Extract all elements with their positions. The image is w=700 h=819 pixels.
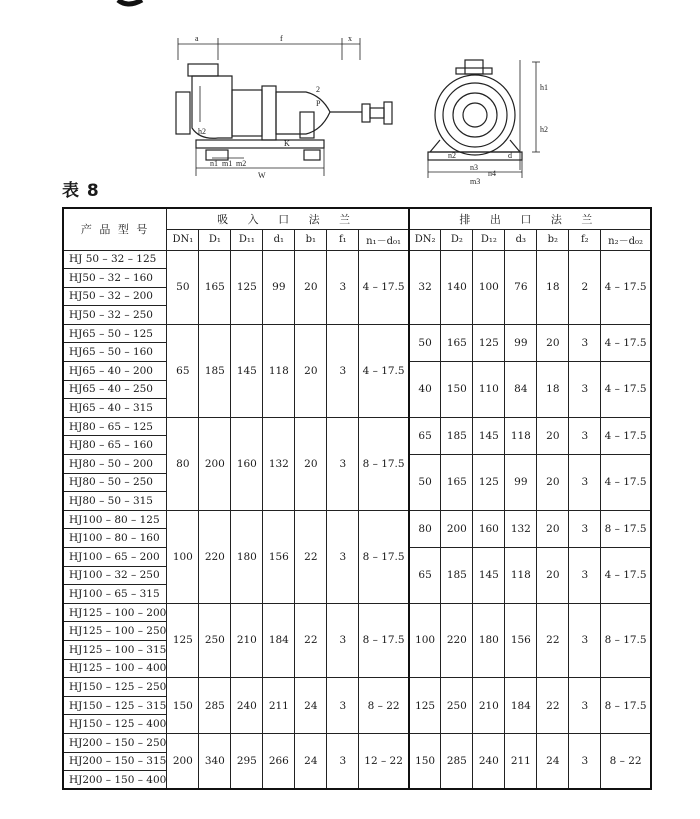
outlet-value-cell: 4 – 17.5 (601, 417, 651, 454)
inlet-value-cell: 12 – 22 (359, 733, 409, 789)
outlet-value-cell: 99 (505, 324, 537, 361)
inlet-value-cell: 22 (295, 603, 327, 677)
inlet-value-cell: 118 (263, 324, 295, 417)
table-row (63, 250, 651, 269)
model-cell: HJ125 – 100 – 250 (63, 622, 167, 641)
inlet-value-cell: 125 (167, 603, 199, 677)
outlet-value-cell: 3 (569, 510, 601, 547)
inlet-value-cell: 4 – 17.5 (359, 250, 409, 324)
model-header: 产 品 型 号 (63, 208, 167, 250)
model-cell: HJ100 – 65 – 200 (63, 548, 167, 567)
outlet-value-cell: 145 (473, 548, 505, 604)
model-cell: HJ65 – 50 – 125 (63, 324, 167, 343)
inlet-value-cell: 185 (199, 324, 231, 417)
dim-label-k: K (284, 139, 290, 148)
outlet-value-cell: 110 (473, 362, 505, 418)
outlet-value-cell: 3 (569, 362, 601, 418)
inlet-col-header: D₁₁ (231, 229, 263, 250)
model-cell: HJ150 – 125 – 400 (63, 715, 167, 734)
outlet-value-cell: 160 (473, 510, 505, 547)
inlet-value-cell: 156 (263, 510, 295, 603)
outlet-value-cell: 118 (505, 548, 537, 604)
outlet-value-cell: 76 (505, 250, 537, 324)
table-caption: 表 8 (62, 181, 100, 201)
model-cell: HJ200 – 150 – 250 (63, 733, 167, 752)
inlet-value-cell: 50 (167, 250, 199, 324)
dim-label-h2-front: h2 (540, 125, 548, 134)
outlet-value-cell: 150 (409, 733, 441, 789)
outlet-value-cell: 165 (441, 455, 473, 511)
inlet-value-cell: 24 (295, 733, 327, 789)
model-cell: HJ125 – 100 – 315 (63, 640, 167, 659)
outlet-value-cell: 3 (569, 324, 601, 361)
outlet-value-cell: 3 (569, 455, 601, 511)
inlet-value-cell: 266 (263, 733, 295, 789)
inlet-value-cell: 184 (263, 603, 295, 677)
outlet-value-cell: 65 (409, 417, 441, 454)
outlet-value-cell: 3 (569, 417, 601, 454)
dim-label-n2: n2 (448, 151, 456, 160)
outlet-col-header: f₂ (569, 229, 601, 250)
inlet-value-cell: 220 (199, 510, 231, 603)
dim-label-h2-side: h2 (198, 127, 206, 136)
model-cell: HJ125 – 100 – 200 (63, 603, 167, 622)
outlet-value-cell: 20 (537, 324, 569, 361)
inlet-value-cell: 20 (295, 250, 327, 324)
outlet-col-header: b₂ (537, 229, 569, 250)
model-cell: HJ80 – 50 – 200 (63, 455, 167, 474)
dim-label-m1: m1 (222, 159, 233, 168)
outlet-value-cell: 240 (473, 733, 505, 789)
outlet-value-cell: 3 (569, 678, 601, 734)
inlet-value-cell: 3 (327, 417, 359, 510)
outlet-value-cell: 20 (537, 455, 569, 511)
model-cell: HJ50 – 32 – 200 (63, 287, 167, 306)
inlet-value-cell: 180 (231, 510, 263, 603)
outlet-value-cell: 150 (441, 362, 473, 418)
outlet-value-cell: 156 (505, 603, 537, 677)
dim-label-p: P (316, 99, 321, 108)
model-cell: HJ50 – 32 – 250 (63, 306, 167, 325)
outlet-value-cell: 22 (537, 603, 569, 677)
flange-spec-table (62, 207, 652, 790)
outlet-value-cell: 118 (505, 417, 537, 454)
outlet-value-cell: 50 (409, 455, 441, 511)
model-cell: HJ50 – 32 – 160 (63, 269, 167, 288)
outlet-value-cell: 4 – 17.5 (601, 455, 651, 511)
inlet-value-cell: 100 (167, 510, 199, 603)
model-cell: HJ80 – 50 – 315 (63, 492, 167, 511)
dim-label-d: d (508, 151, 512, 160)
outlet-value-cell: 18 (537, 362, 569, 418)
inlet-value-cell: 210 (231, 603, 263, 677)
model-cell: HJ65 – 40 – 250 (63, 380, 167, 399)
inlet-value-cell: 20 (295, 417, 327, 510)
table-row (63, 324, 651, 343)
outlet-value-cell: 220 (441, 603, 473, 677)
table-row (63, 678, 651, 697)
outlet-col-header: n₂－d₀₂ (601, 229, 651, 250)
outlet-value-cell: 165 (441, 324, 473, 361)
outlet-value-cell: 22 (537, 678, 569, 734)
inlet-value-cell: 20 (295, 324, 327, 417)
inlet-flange-header: 吸 入 口 法 兰 (167, 208, 409, 229)
inlet-value-cell: 200 (199, 417, 231, 510)
outlet-value-cell: 185 (441, 548, 473, 604)
outlet-value-cell: 4 – 17.5 (601, 548, 651, 604)
inlet-value-cell: 8 – 22 (359, 678, 409, 734)
inlet-value-cell: 8 – 17.5 (359, 417, 409, 510)
model-cell: HJ150 – 125 – 315 (63, 696, 167, 715)
model-cell: HJ100 – 65 – 315 (63, 585, 167, 604)
model-cell: HJ80 – 50 – 250 (63, 473, 167, 492)
outlet-value-cell: 100 (409, 603, 441, 677)
inlet-value-cell: 165 (199, 250, 231, 324)
inlet-value-cell: 132 (263, 417, 295, 510)
outlet-value-cell: 40 (409, 362, 441, 418)
inlet-col-header: f₁ (327, 229, 359, 250)
outlet-col-header: d₃ (505, 229, 537, 250)
inlet-value-cell: 3 (327, 324, 359, 417)
model-cell: HJ65 – 50 – 160 (63, 343, 167, 362)
outlet-value-cell: 24 (537, 733, 569, 789)
model-cell: HJ80 – 65 – 125 (63, 417, 167, 436)
outlet-value-cell: 4 – 17.5 (601, 324, 651, 361)
model-cell: HJ100 – 80 – 160 (63, 529, 167, 548)
inlet-col-header: d₁ (263, 229, 295, 250)
outlet-col-header: DN₂ (409, 229, 441, 250)
dim-label-x: x (348, 34, 352, 43)
inlet-value-cell: 4 – 17.5 (359, 324, 409, 417)
inlet-value-cell: 211 (263, 678, 295, 734)
outlet-value-cell: 211 (505, 733, 537, 789)
outlet-value-cell: 125 (473, 324, 505, 361)
model-cell: HJ 50 – 32 – 125 (63, 250, 167, 269)
outlet-value-cell: 8 – 22 (601, 733, 651, 789)
model-cell: HJ65 – 40 – 315 (63, 399, 167, 418)
inlet-value-cell: 160 (231, 417, 263, 510)
outlet-value-cell: 250 (441, 678, 473, 734)
inlet-value-cell: 145 (231, 324, 263, 417)
inlet-col-header: n₁－d₀₁ (359, 229, 409, 250)
model-cell: HJ125 – 100 – 400 (63, 659, 167, 678)
outlet-value-cell: 20 (537, 510, 569, 547)
inlet-value-cell: 22 (295, 510, 327, 603)
inlet-col-header: b₁ (295, 229, 327, 250)
dim-label-m2: m2 (236, 159, 247, 168)
model-cell: HJ200 – 150 – 400 (63, 771, 167, 790)
outlet-col-header: D₁₂ (473, 229, 505, 250)
outlet-value-cell: 185 (441, 417, 473, 454)
outlet-value-cell: 210 (473, 678, 505, 734)
dim-label-n4: n4 (488, 169, 496, 178)
table-row (63, 417, 651, 436)
outlet-value-cell: 100 (473, 250, 505, 324)
model-cell: HJ150 – 125 – 250 (63, 678, 167, 697)
inlet-value-cell: 65 (167, 324, 199, 417)
outlet-value-cell: 4 – 17.5 (601, 250, 651, 324)
dim-label-n1: n1 (210, 159, 218, 168)
inlet-value-cell: 340 (199, 733, 231, 789)
outlet-value-cell: 3 (569, 603, 601, 677)
outlet-value-cell: 285 (441, 733, 473, 789)
inlet-value-cell: 3 (327, 603, 359, 677)
dim-label-2: 2 (316, 85, 320, 94)
dim-label-m3: m3 (470, 177, 481, 186)
outlet-value-cell: 8 – 17.5 (601, 603, 651, 677)
inlet-value-cell: 8 – 17.5 (359, 510, 409, 603)
outlet-value-cell: 20 (537, 417, 569, 454)
outlet-value-cell: 125 (409, 678, 441, 734)
outlet-value-cell: 4 – 17.5 (601, 362, 651, 418)
outlet-value-cell: 84 (505, 362, 537, 418)
outlet-value-cell: 184 (505, 678, 537, 734)
inlet-value-cell: 3 (327, 250, 359, 324)
outlet-value-cell: 99 (505, 455, 537, 511)
dim-label-h1: h1 (540, 83, 548, 92)
pump-dimension-drawing (0, 0, 700, 200)
outlet-flange-header: 排 出 口 法 兰 (409, 208, 651, 229)
inlet-value-cell: 240 (231, 678, 263, 734)
inlet-value-cell: 250 (199, 603, 231, 677)
inlet-col-header: D₁ (199, 229, 231, 250)
dim-label-w: W (258, 171, 266, 180)
table-row (63, 733, 651, 752)
outlet-value-cell: 50 (409, 324, 441, 361)
outlet-value-cell: 8 – 17.5 (601, 510, 651, 547)
inlet-value-cell: 285 (199, 678, 231, 734)
outlet-col-header: D₂ (441, 229, 473, 250)
outlet-value-cell: 3 (569, 733, 601, 789)
outlet-value-cell: 18 (537, 250, 569, 324)
inlet-value-cell: 24 (295, 678, 327, 734)
outlet-value-cell: 125 (473, 455, 505, 511)
outlet-value-cell: 140 (441, 250, 473, 324)
model-cell: HJ100 – 80 – 125 (63, 510, 167, 529)
inlet-value-cell: 80 (167, 417, 199, 510)
inlet-value-cell: 150 (167, 678, 199, 734)
outlet-value-cell: 180 (473, 603, 505, 677)
inlet-value-cell: 295 (231, 733, 263, 789)
inlet-value-cell: 3 (327, 510, 359, 603)
dim-label-a: a (195, 34, 199, 43)
dim-label-n3: n3 (470, 163, 478, 172)
outlet-value-cell: 32 (409, 250, 441, 324)
inlet-value-cell: 3 (327, 678, 359, 734)
outlet-value-cell: 145 (473, 417, 505, 454)
inlet-value-cell: 200 (167, 733, 199, 789)
inlet-value-cell: 8 – 17.5 (359, 603, 409, 677)
model-cell: HJ100 – 32 – 250 (63, 566, 167, 585)
model-cell: HJ80 – 65 – 160 (63, 436, 167, 455)
dim-label-f: f (280, 34, 283, 43)
model-cell: HJ65 – 40 – 200 (63, 362, 167, 381)
model-cell: HJ200 – 150 – 315 (63, 752, 167, 771)
outlet-value-cell: 132 (505, 510, 537, 547)
outlet-value-cell: 2 (569, 250, 601, 324)
outlet-value-cell: 20 (537, 548, 569, 604)
outlet-value-cell: 65 (409, 548, 441, 604)
outlet-value-cell: 3 (569, 548, 601, 604)
table-row (63, 510, 651, 529)
table-row (63, 603, 651, 622)
outlet-value-cell: 80 (409, 510, 441, 547)
outlet-value-cell: 200 (441, 510, 473, 547)
inlet-value-cell: 125 (231, 250, 263, 324)
inlet-value-cell: 99 (263, 250, 295, 324)
outlet-value-cell: 8 – 17.5 (601, 678, 651, 734)
inlet-col-header: DN₁ (167, 229, 199, 250)
inlet-value-cell: 3 (327, 733, 359, 789)
